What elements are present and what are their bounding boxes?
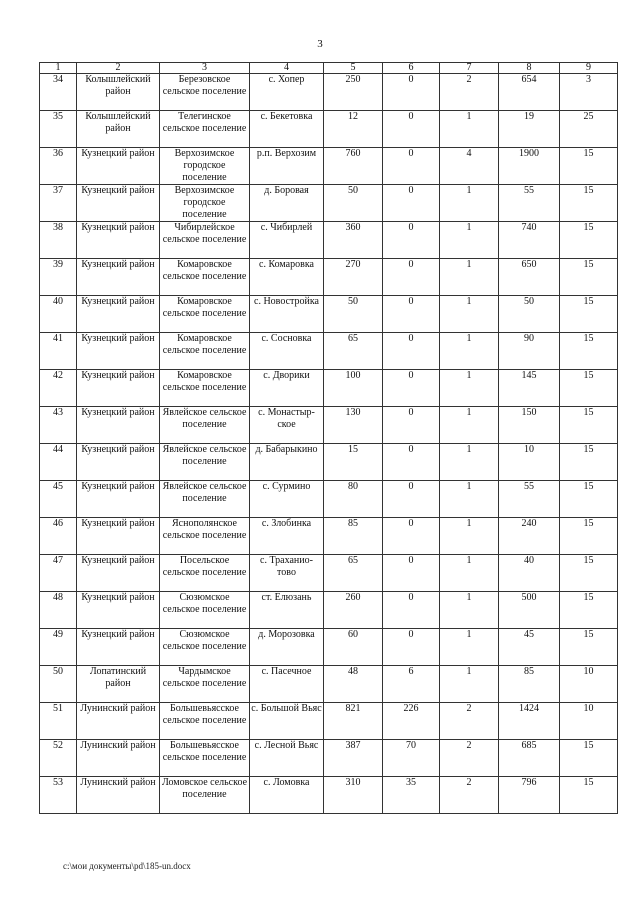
locality-cell: р.п. Верхозим (250, 148, 324, 185)
value-7-cell: 1 (440, 222, 499, 259)
settlement-cell: Ломовское сельское поселение (160, 777, 250, 814)
value-6-cell: 0 (383, 111, 440, 148)
value-8-cell: 50 (499, 296, 560, 333)
table-row (40, 222, 618, 259)
row-number-cell: 53 (40, 777, 77, 814)
header-cell-6: 6 (383, 63, 440, 74)
value-6-cell: 0 (383, 148, 440, 185)
district-cell: Кузнецкий район (77, 259, 160, 296)
value-8-cell: 500 (499, 592, 560, 629)
value-6-cell: 0 (383, 629, 440, 666)
row-number-cell: 43 (40, 407, 77, 444)
settlement-cell: Комаровское сельское поселение (160, 333, 250, 370)
value-8-cell: 150 (499, 407, 560, 444)
value-7-cell: 1 (440, 666, 499, 703)
table-row (40, 666, 618, 703)
locality-cell: с. Злобинка (250, 518, 324, 555)
value-7-cell: 1 (440, 333, 499, 370)
table-row (40, 370, 618, 407)
settlement-cell: Телегинское сельское поселение (160, 111, 250, 148)
value-9-cell: 15 (560, 333, 618, 370)
value-9-cell: 15 (560, 629, 618, 666)
value-9-cell: 15 (560, 740, 618, 777)
file-path-footer: c:\мои документы\pd\185-un.docx (63, 861, 191, 871)
locality-cell: с. Пасечное (250, 666, 324, 703)
value-8-cell: 654 (499, 74, 560, 111)
table-row (40, 444, 618, 481)
data-table (39, 62, 618, 814)
value-6-cell: 0 (383, 185, 440, 222)
header-cell-5: 5 (324, 63, 383, 74)
table-row (40, 481, 618, 518)
settlement-cell: Березовское сельское поселение (160, 74, 250, 111)
value-6-cell: 0 (383, 74, 440, 111)
locality-cell: с. Новостройка (250, 296, 324, 333)
value-7-cell: 1 (440, 259, 499, 296)
district-cell: Лунинский район (77, 740, 160, 777)
value-5-cell: 48 (324, 666, 383, 703)
value-9-cell: 15 (560, 185, 618, 222)
settlement-cell: Явлейское сельское поселение (160, 481, 250, 518)
table-row (40, 111, 618, 148)
table-row (40, 740, 618, 777)
value-6-cell: 0 (383, 333, 440, 370)
district-cell: Лунинский район (77, 703, 160, 740)
value-9-cell: 15 (560, 481, 618, 518)
value-8-cell: 90 (499, 333, 560, 370)
value-7-cell: 1 (440, 111, 499, 148)
value-7-cell: 1 (440, 444, 499, 481)
table-row (40, 259, 618, 296)
value-9-cell: 25 (560, 111, 618, 148)
header-cell-8: 8 (499, 63, 560, 74)
locality-cell: с. Хопер (250, 74, 324, 111)
settlement-cell: Яснополянское сельское поселение (160, 518, 250, 555)
settlement-cell: Комаровское сельское поселение (160, 296, 250, 333)
value-6-cell: 6 (383, 666, 440, 703)
value-8-cell: 240 (499, 518, 560, 555)
row-number-cell: 41 (40, 333, 77, 370)
value-9-cell: 15 (560, 407, 618, 444)
value-5-cell: 760 (324, 148, 383, 185)
district-cell: Кузнецкий район (77, 481, 160, 518)
value-9-cell: 15 (560, 777, 618, 814)
value-7-cell: 1 (440, 370, 499, 407)
value-7-cell: 1 (440, 629, 499, 666)
settlement-cell: Явлейское сельское поселение (160, 407, 250, 444)
locality-cell: с. Комаровка (250, 259, 324, 296)
row-number-cell: 39 (40, 259, 77, 296)
settlement-cell: Большевьясское сельское поселение (160, 703, 250, 740)
header-cell-9: 9 (560, 63, 618, 74)
value-6-cell: 0 (383, 555, 440, 592)
value-6-cell: 0 (383, 592, 440, 629)
locality-cell: с. Траханио-тово (250, 555, 324, 592)
table-row (40, 185, 618, 222)
row-number-cell: 34 (40, 74, 77, 111)
locality-cell: с. Чибирлей (250, 222, 324, 259)
table-row (40, 333, 618, 370)
settlement-cell: Верхозимское городское поселение (160, 185, 250, 222)
value-9-cell: 15 (560, 370, 618, 407)
value-6-cell: 0 (383, 518, 440, 555)
value-7-cell: 2 (440, 777, 499, 814)
district-cell: Кузнецкий район (77, 555, 160, 592)
header-cell-1: 1 (40, 63, 77, 74)
locality-cell: с. Дворики (250, 370, 324, 407)
value-9-cell: 10 (560, 703, 618, 740)
value-6-cell: 0 (383, 296, 440, 333)
value-5-cell: 60 (324, 629, 383, 666)
value-5-cell: 100 (324, 370, 383, 407)
row-number-cell: 38 (40, 222, 77, 259)
row-number-cell: 50 (40, 666, 77, 703)
value-5-cell: 50 (324, 185, 383, 222)
value-7-cell: 2 (440, 740, 499, 777)
row-number-cell: 45 (40, 481, 77, 518)
locality-cell: ст. Елюзань (250, 592, 324, 629)
district-cell: Кузнецкий район (77, 518, 160, 555)
value-9-cell: 15 (560, 259, 618, 296)
value-5-cell: 310 (324, 777, 383, 814)
district-cell: Кузнецкий район (77, 407, 160, 444)
locality-cell: д. Бабарыкино (250, 444, 324, 481)
value-7-cell: 4 (440, 148, 499, 185)
value-8-cell: 1900 (499, 148, 560, 185)
value-7-cell: 1 (440, 296, 499, 333)
table-row (40, 518, 618, 555)
locality-cell: с. Монастыр-ское (250, 407, 324, 444)
value-5-cell: 821 (324, 703, 383, 740)
value-5-cell: 85 (324, 518, 383, 555)
value-7-cell: 1 (440, 481, 499, 518)
value-7-cell: 1 (440, 592, 499, 629)
value-9-cell: 15 (560, 555, 618, 592)
value-8-cell: 650 (499, 259, 560, 296)
value-8-cell: 796 (499, 777, 560, 814)
value-8-cell: 1424 (499, 703, 560, 740)
row-number-cell: 40 (40, 296, 77, 333)
row-number-cell: 46 (40, 518, 77, 555)
value-6-cell: 0 (383, 370, 440, 407)
table-row (40, 555, 618, 592)
value-7-cell: 1 (440, 518, 499, 555)
district-cell: Кузнецкий район (77, 222, 160, 259)
settlement-cell: Посельское сельское поселение (160, 555, 250, 592)
row-number-cell: 35 (40, 111, 77, 148)
locality-cell: с. Бекетовка (250, 111, 324, 148)
table-row (40, 592, 618, 629)
value-7-cell: 1 (440, 185, 499, 222)
district-cell: Кузнецкий район (77, 592, 160, 629)
district-cell: Кузнецкий район (77, 185, 160, 222)
row-number-cell: 44 (40, 444, 77, 481)
locality-cell: д. Боровая (250, 185, 324, 222)
header-row (40, 63, 618, 74)
settlement-cell: Верхозимское городское поселение (160, 148, 250, 185)
value-6-cell: 70 (383, 740, 440, 777)
value-9-cell: 15 (560, 296, 618, 333)
value-6-cell: 0 (383, 481, 440, 518)
value-5-cell: 250 (324, 74, 383, 111)
row-number-cell: 37 (40, 185, 77, 222)
value-8-cell: 55 (499, 185, 560, 222)
value-9-cell: 3 (560, 74, 618, 111)
value-6-cell: 0 (383, 222, 440, 259)
settlement-cell: Чибирлейское сельское поселение (160, 222, 250, 259)
settlement-cell: Чардымское сельское поселение (160, 666, 250, 703)
header-cell-7: 7 (440, 63, 499, 74)
value-6-cell: 0 (383, 407, 440, 444)
value-6-cell: 0 (383, 259, 440, 296)
value-6-cell: 0 (383, 444, 440, 481)
row-number-cell: 42 (40, 370, 77, 407)
value-8-cell: 85 (499, 666, 560, 703)
header-cell-4: 4 (250, 63, 324, 74)
value-8-cell: 55 (499, 481, 560, 518)
header-cell-2: 2 (77, 63, 160, 74)
locality-cell: д. Морозовка (250, 629, 324, 666)
value-9-cell: 10 (560, 666, 618, 703)
header-cell-3: 3 (160, 63, 250, 74)
value-7-cell: 1 (440, 555, 499, 592)
district-cell: Колышлейский район (77, 111, 160, 148)
value-9-cell: 15 (560, 518, 618, 555)
locality-cell: с. Сосновка (250, 333, 324, 370)
value-8-cell: 145 (499, 370, 560, 407)
value-5-cell: 15 (324, 444, 383, 481)
settlement-cell: Комаровское сельское поселение (160, 259, 250, 296)
value-5-cell: 80 (324, 481, 383, 518)
settlement-cell: Большевьясское сельское поселение (160, 740, 250, 777)
value-5-cell: 270 (324, 259, 383, 296)
value-8-cell: 40 (499, 555, 560, 592)
settlement-cell: Сюзюмское сельское поселение (160, 592, 250, 629)
locality-cell: с. Ломовка (250, 777, 324, 814)
table-row (40, 74, 618, 111)
row-number-cell: 47 (40, 555, 77, 592)
value-6-cell: 226 (383, 703, 440, 740)
value-5-cell: 65 (324, 333, 383, 370)
table-row (40, 703, 618, 740)
value-5-cell: 12 (324, 111, 383, 148)
value-9-cell: 15 (560, 592, 618, 629)
value-7-cell: 2 (440, 74, 499, 111)
table-row (40, 629, 618, 666)
row-number-cell: 51 (40, 703, 77, 740)
value-8-cell: 19 (499, 111, 560, 148)
district-cell: Кузнецкий район (77, 296, 160, 333)
district-cell: Кузнецкий район (77, 148, 160, 185)
value-8-cell: 45 (499, 629, 560, 666)
table-row (40, 407, 618, 444)
value-5-cell: 360 (324, 222, 383, 259)
value-8-cell: 740 (499, 222, 560, 259)
value-7-cell: 1 (440, 407, 499, 444)
row-number-cell: 49 (40, 629, 77, 666)
settlement-cell: Явлейское сельское поселение (160, 444, 250, 481)
locality-cell: с. Большой Вьяс (250, 703, 324, 740)
value-5-cell: 50 (324, 296, 383, 333)
value-9-cell: 15 (560, 444, 618, 481)
value-8-cell: 685 (499, 740, 560, 777)
table-row (40, 148, 618, 185)
district-cell: Лопатинский район (77, 666, 160, 703)
settlement-cell: Сюзюмское сельское поселение (160, 629, 250, 666)
district-cell: Лунинский район (77, 777, 160, 814)
value-8-cell: 10 (499, 444, 560, 481)
value-5-cell: 130 (324, 407, 383, 444)
district-cell: Кузнецкий район (77, 444, 160, 481)
table-row (40, 296, 618, 333)
value-5-cell: 387 (324, 740, 383, 777)
district-cell: Кузнецкий район (77, 629, 160, 666)
value-9-cell: 15 (560, 148, 618, 185)
settlement-cell: Комаровское сельское поселение (160, 370, 250, 407)
district-cell: Кузнецкий район (77, 333, 160, 370)
page-number: 3 (317, 38, 323, 50)
value-7-cell: 2 (440, 703, 499, 740)
table-row (40, 777, 618, 814)
district-cell: Колышлейский район (77, 74, 160, 111)
district-cell: Кузнецкий район (77, 370, 160, 407)
row-number-cell: 52 (40, 740, 77, 777)
value-5-cell: 260 (324, 592, 383, 629)
value-9-cell: 15 (560, 222, 618, 259)
row-number-cell: 48 (40, 592, 77, 629)
value-6-cell: 35 (383, 777, 440, 814)
value-5-cell: 65 (324, 555, 383, 592)
locality-cell: с. Сурмино (250, 481, 324, 518)
row-number-cell: 36 (40, 148, 77, 185)
locality-cell: с. Лесной Вьяс (250, 740, 324, 777)
